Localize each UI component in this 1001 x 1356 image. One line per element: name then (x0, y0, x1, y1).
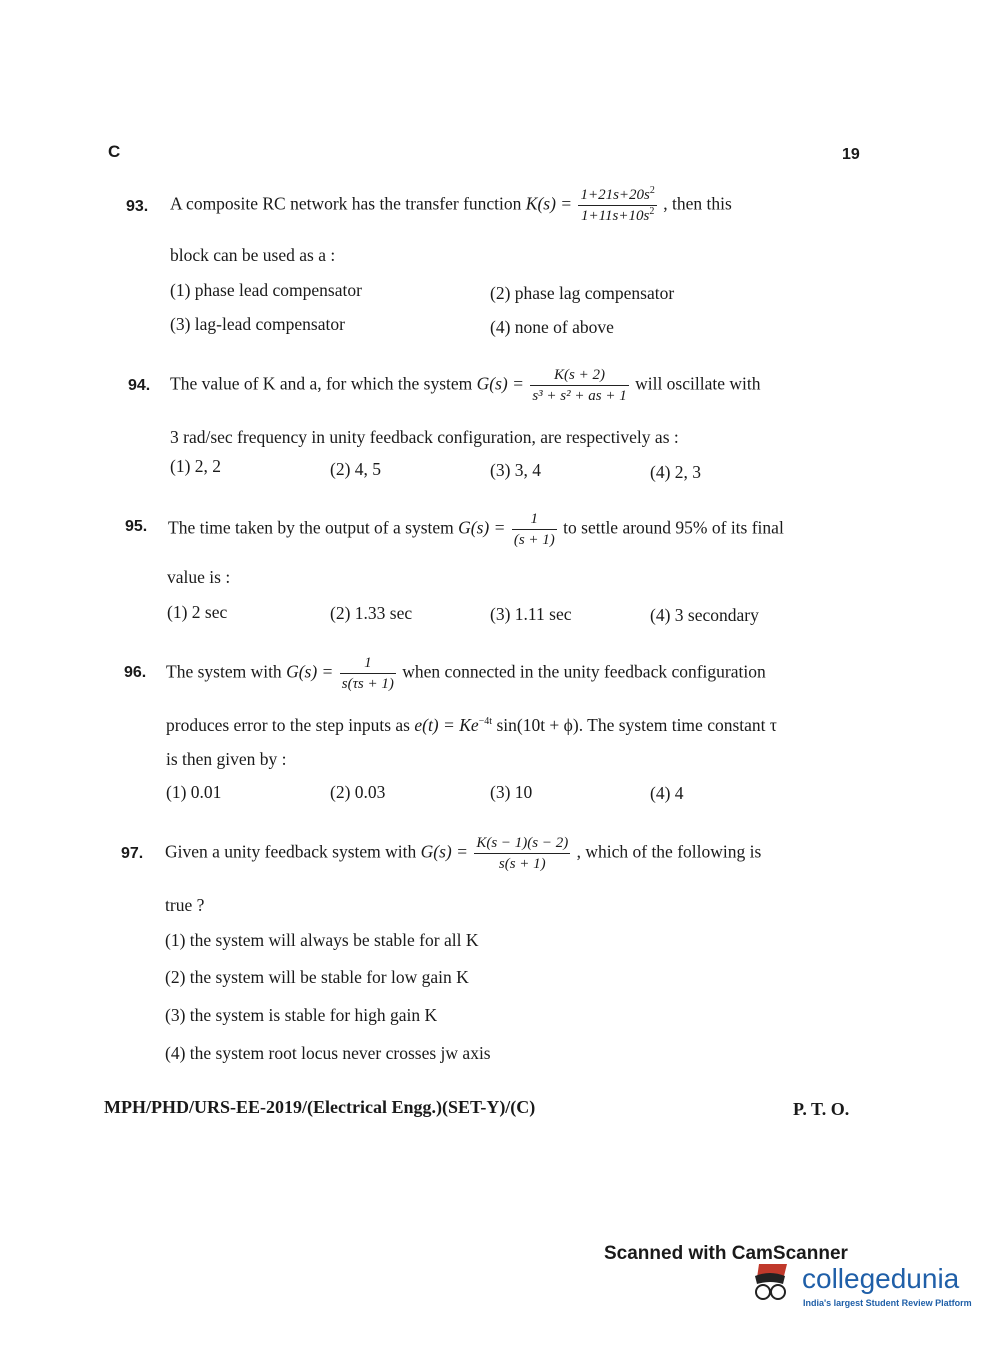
collegedunia-logo-icon (745, 1256, 795, 1306)
scanned-watermark: Scanned with CamScanner (604, 1243, 848, 1264)
option-3: (3) 3, 4 (490, 460, 542, 480)
question-continuation: 3 rad/sec frequency in unity feedback configuration, are respectively as : (170, 427, 679, 447)
option-4: (4) 3 secondary (650, 605, 759, 625)
question-continuation: is then given by : (166, 749, 287, 769)
question-number: 95. (125, 518, 148, 535)
page-turn-over: P. T. O. (793, 1099, 850, 1119)
function-label: G(s) = (420, 841, 468, 862)
transfer-fraction: $\frac{1+21s+20s^2}{1+11s+10s^2}$ (580, 185, 655, 224)
option-2: (2) 1.33 sec (330, 603, 413, 623)
question-continuation: value is : (167, 567, 231, 587)
question-number: 96. (124, 664, 147, 681)
option-4: (4) none of above (490, 317, 614, 337)
question-text: A composite RC network has the transfer function K(s) = $\frac{1+21s+20s^2}{1+11s+10s^2}$ , then this (170, 185, 732, 224)
question-continuation: true ? (165, 895, 205, 915)
option-3: (3) lag-lead compensator (170, 314, 345, 334)
question-text: The value of K and a, for which the system G(s) = $\frac{K(s + 2)}{\text{s³ + s² + as + 1}}$ will oscillate with (170, 367, 761, 404)
paper-code: MPH/PHD/URS-EE-2019/(Electrical Engg.)(SET-Y)/(C) (104, 1097, 536, 1117)
option-4: (4) the system root locus never crosses jw axis (165, 1043, 491, 1063)
option-2: (2) 0.03 (330, 782, 386, 802)
question-number: 94. (128, 377, 151, 394)
option-3: (3) 1.11 sec (490, 604, 572, 624)
question-text: The system with G(s) = $\frac{1}{s(\tau s + 1)}$ when connected in the unity feedback configuration (166, 655, 766, 692)
function-label: G(s) = (476, 373, 524, 394)
option-4: (4) 2, 3 (650, 462, 702, 482)
option-3: (3) 10 (490, 782, 533, 802)
question-number: 97. (121, 845, 144, 862)
function-label: G(s) = (286, 661, 334, 682)
set-letter: C (108, 142, 121, 161)
question-text: The time taken by the output of a system G(s) = $\frac{1}{(s + 1)}$ to settle around 95% of its final (168, 511, 784, 548)
transfer-fraction: $\frac{K(s - 1)(s - 2)}{s(s + 1)}$ (476, 835, 569, 872)
function-label: G(s) = (458, 517, 506, 538)
option-2: (2) phase lag compensator (490, 283, 675, 303)
option-1: (1) 2, 2 (170, 456, 222, 476)
page-number: 19 (842, 146, 860, 163)
function-label: K(s) = (525, 193, 573, 214)
option-1: (1) 2 sec (167, 602, 228, 622)
transfer-fraction: $\frac{1}{(s + 1)}$ (513, 511, 555, 548)
option-2: (2) 4, 5 (330, 459, 382, 479)
question-line-2: produces error to the step inputs as $e(t) = Ke^{-4t}$ sin(10t + ϕ). The system time constant τ (166, 715, 777, 735)
option-2: (2) the system will be stable for low gain K (165, 967, 469, 987)
question-continuation: block can be used as a : (170, 245, 336, 265)
question-text: Given a unity feedback system with G(s) = $\frac{K(s - 1)(s - 2)}{s(s + 1)}$ , which of the following is (165, 835, 762, 872)
option-3: (3) the system is stable for high gain K (165, 1005, 438, 1025)
option-1: (1) the system will always be stable for all K (165, 930, 479, 950)
option-1: (1) phase lead compensator (170, 280, 362, 300)
brand-tagline: India's largest Student Review Platform (803, 1298, 972, 1308)
transfer-fraction: $\frac{1}{s(\tau s + 1)}$ (341, 655, 394, 692)
question-number: 93. (126, 198, 149, 215)
option-4: (4) 4 (650, 783, 684, 803)
brand-name: collegedunia (802, 1263, 960, 1294)
transfer-fraction: $\frac{K(s + 2)}{\text{s³ + s² + as + 1}}$ (532, 367, 627, 404)
option-1: (1) 0.01 (166, 782, 222, 802)
